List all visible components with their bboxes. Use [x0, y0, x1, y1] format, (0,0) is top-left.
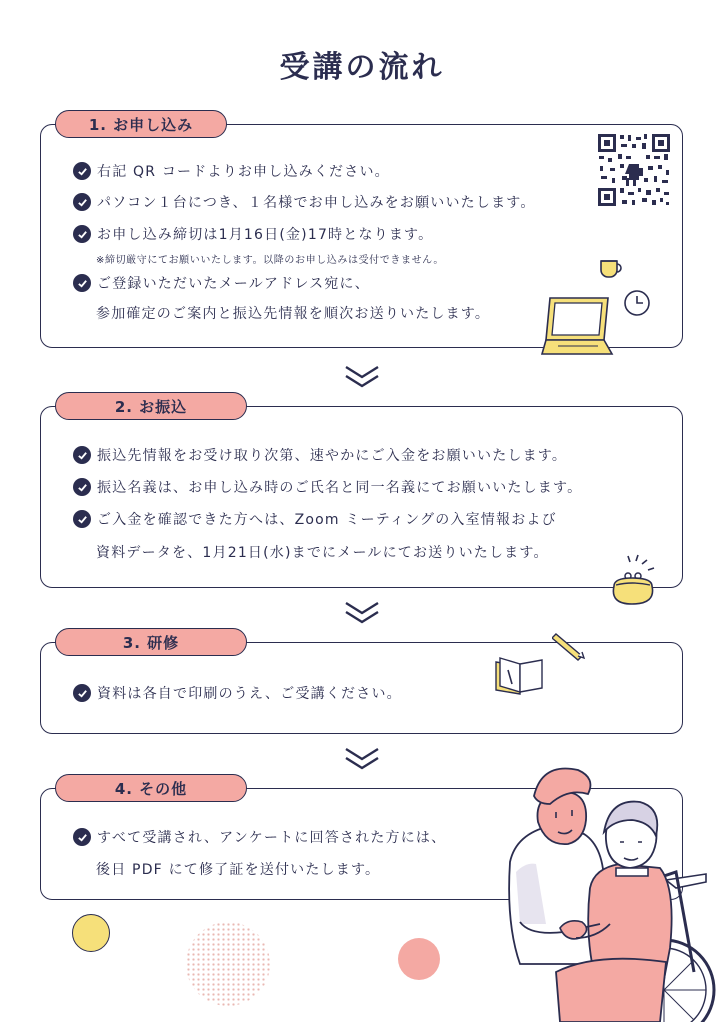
dotted-circle: [186, 922, 270, 1006]
list-item: 資料は各自で印刷のうえ、ご受講ください。: [73, 683, 402, 703]
check-icon: [73, 162, 91, 180]
step2-tab: 2. お振込: [55, 392, 247, 420]
coin-purse-icon: [608, 552, 660, 608]
step4-tab: 4. その他: [55, 774, 247, 802]
list-item-continuation: 資料データを、1月21日(水)までにメールにてお送りいたします。: [96, 545, 549, 561]
caregiver-wheelchair-illustration: [496, 762, 720, 1022]
list-item: ご登録いただいたメールアドレス宛に、: [73, 273, 370, 293]
pink-dot: [398, 938, 440, 980]
page-title: 受講の流れ: [279, 50, 445, 85]
deadline-note: ※締切厳守にてお願いいたします。以降のお申し込みは受付できません。: [96, 255, 444, 266]
book-icon: [492, 654, 550, 698]
list-item: 振込先情報をお受け取り次第、速やかにご入金をお願いいたします。: [73, 445, 567, 465]
list-item: お申し込み締切は1月16日(金)17時となります。: [73, 224, 433, 244]
check-icon: [73, 225, 91, 243]
check-icon: [73, 684, 91, 702]
list-item: すべて受講され、アンケートに回答された方には、: [73, 827, 446, 847]
check-icon: [73, 828, 91, 846]
step1-tab: 1. お申し込み: [55, 110, 227, 138]
list-item: ご入金を確認できた方へは、Zoom ミーティングの入室情報および: [73, 509, 557, 529]
clock-icon: [622, 288, 652, 318]
check-icon: [73, 193, 91, 211]
laptop-icon: [538, 296, 616, 364]
check-icon: [73, 274, 91, 292]
yellow-dot: [72, 914, 110, 952]
pencil-icon: [552, 630, 588, 662]
chevron-down-icon: [340, 746, 384, 772]
qr-code[interactable]: [596, 132, 672, 208]
list-item: 右記 QR コードよりお申し込みください。: [73, 161, 390, 181]
list-item-continuation: 参加確定のご案内と振込先情報を順次お送りいたします。: [96, 306, 491, 322]
coffee-cup-icon: [598, 254, 626, 280]
step3-tab: 3. 研修: [55, 628, 247, 656]
list-item-continuation: 後日 PDF にて修了証を送付いたします。: [96, 862, 381, 878]
step2-box: [40, 397, 683, 588]
list-item: パソコン１台につき、１名様でお申し込みをお願いいたします。: [73, 192, 536, 212]
check-icon: [73, 478, 91, 496]
chevron-down-icon: [340, 364, 384, 390]
check-icon: [73, 446, 91, 464]
chevron-down-icon: [340, 600, 384, 626]
check-icon: [73, 510, 91, 528]
list-item: 振込名義は、お申し込み時のご氏名と同一名義にてお願いいたします。: [73, 477, 582, 497]
